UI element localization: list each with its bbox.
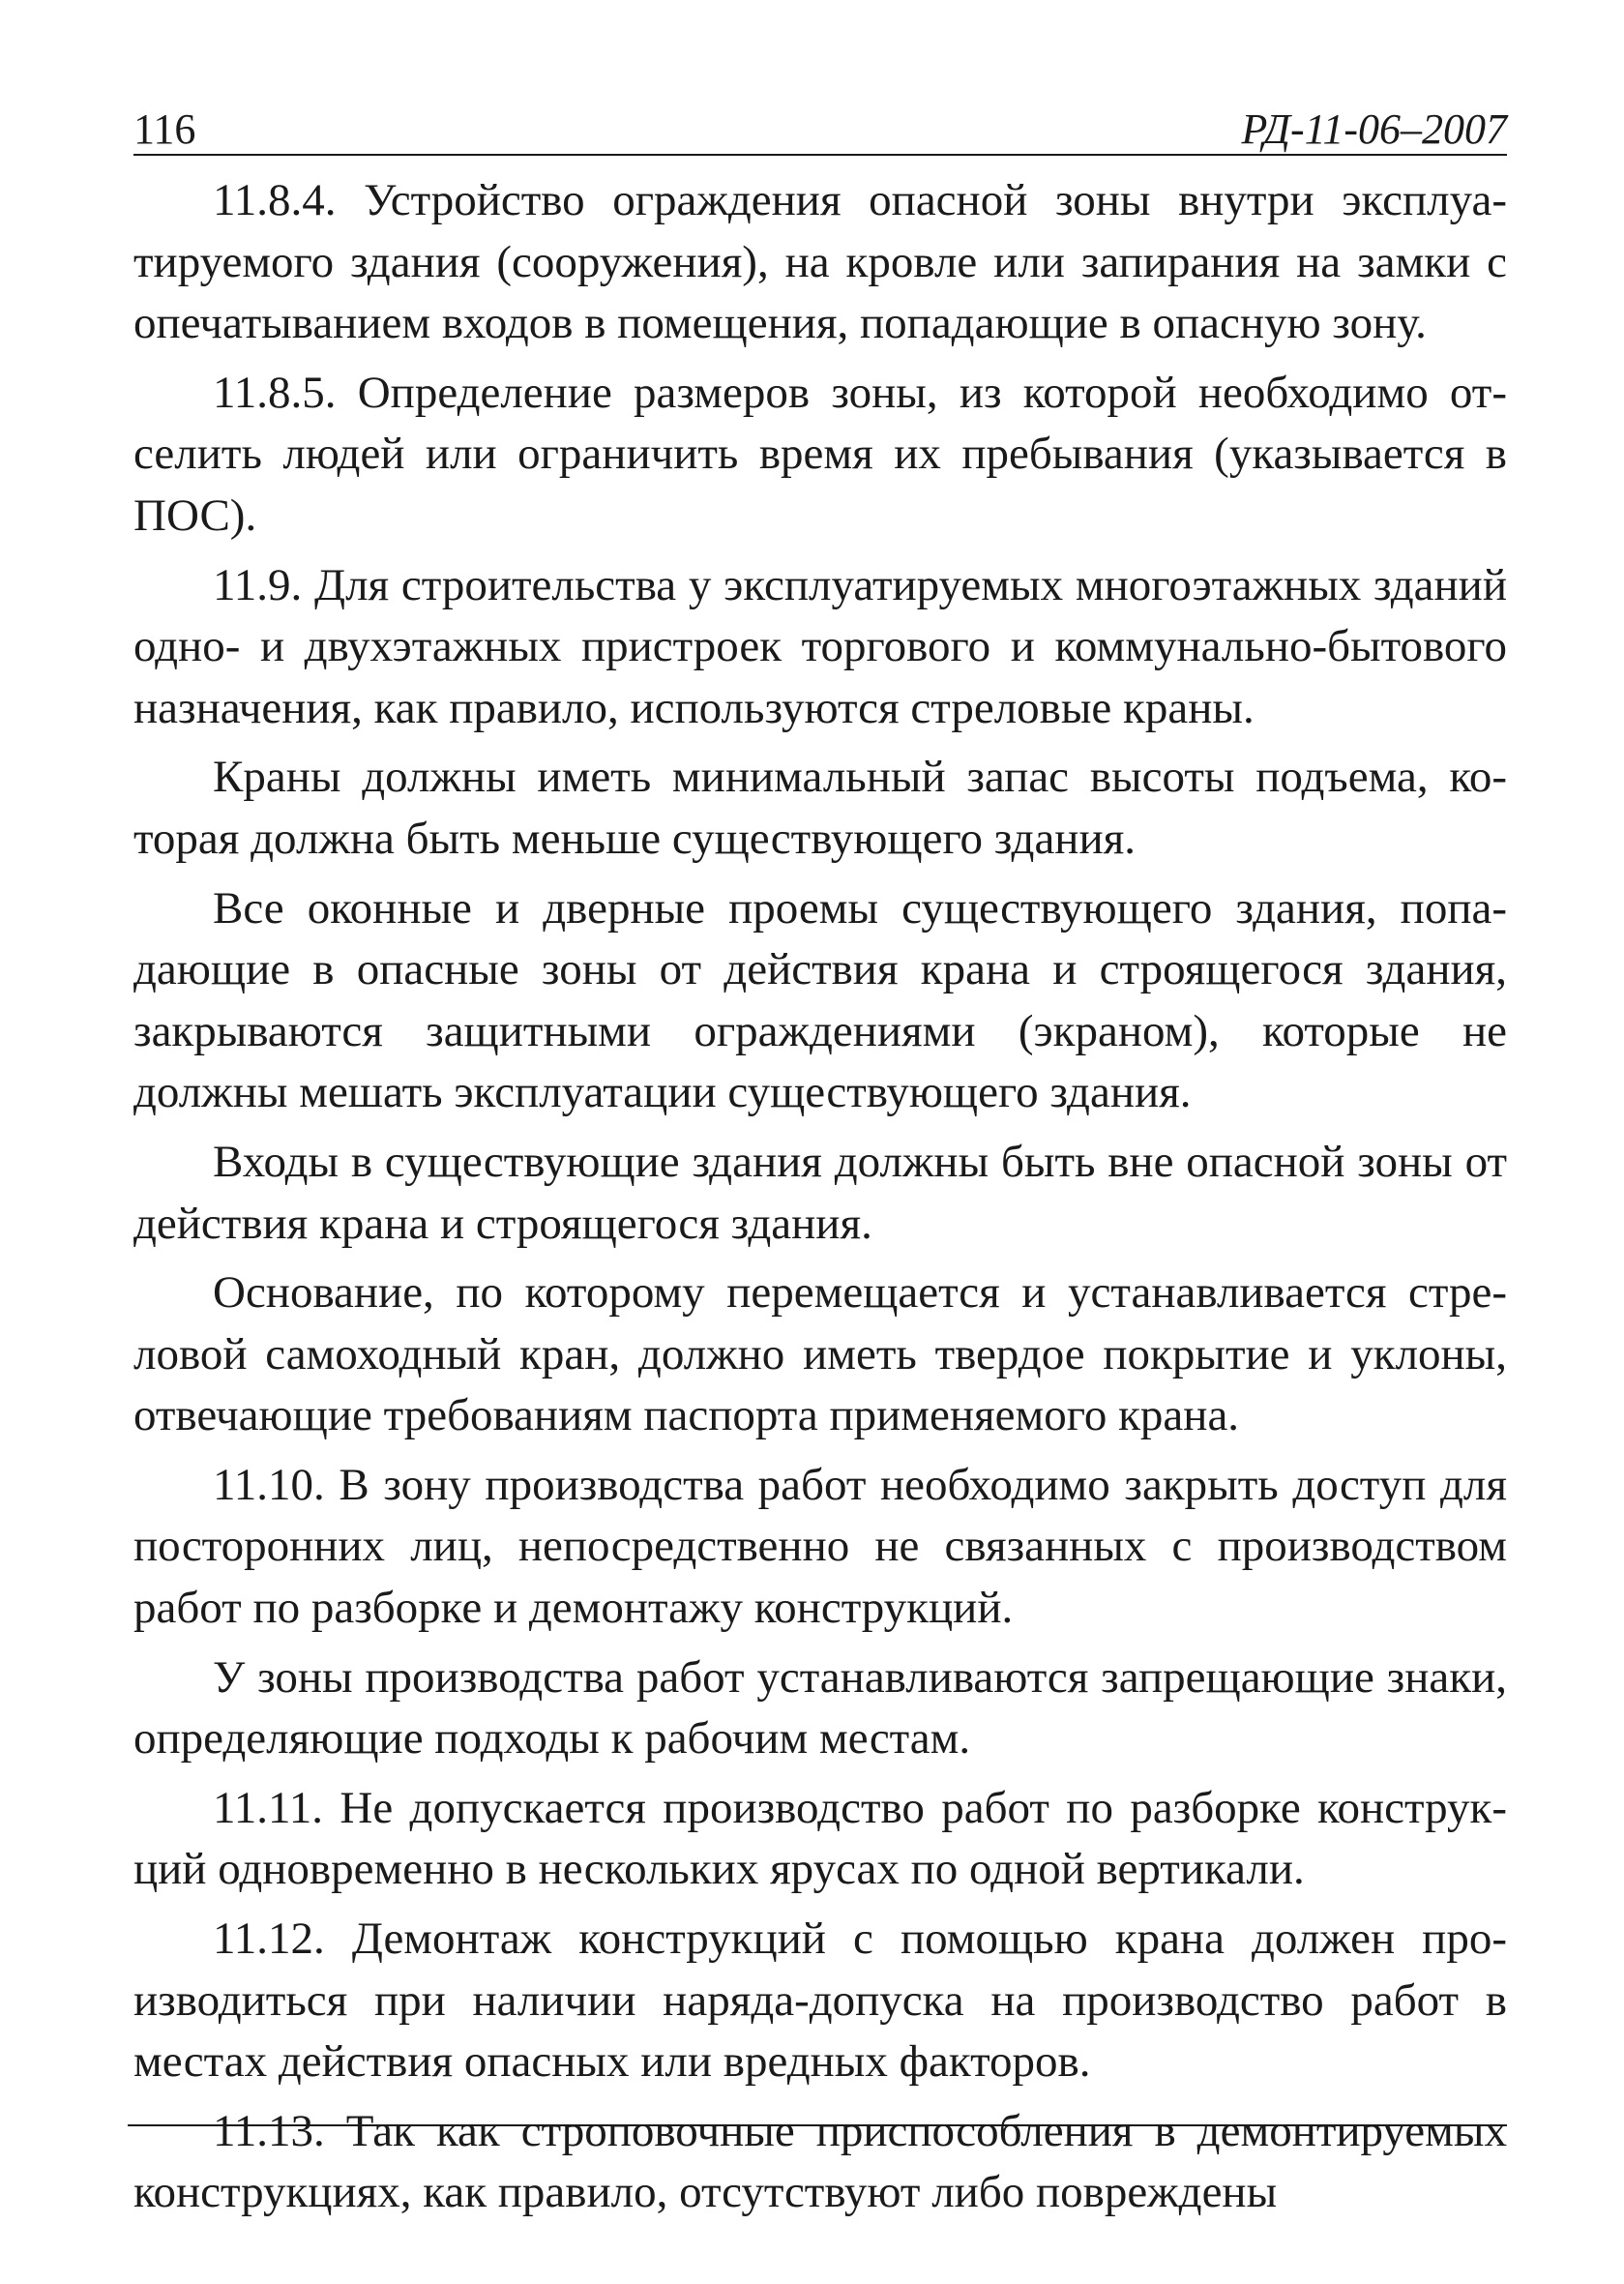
body-text bbox=[133, 170, 1507, 2224]
paragraph-11-13: 11.13. Так как строповочные приспособления в демонтируемых конструкциях, как правило, отсутствуют либо повреждены bbox=[133, 2105, 1507, 2218]
page-header bbox=[133, 104, 1507, 155]
paragraph-signs: У зоны производства работ устанавливаются запрещающие знаки, определяющие подходы к рабочим местам. bbox=[133, 1651, 1507, 1765]
paragraph-11-10: 11.10. В зону производства работ необходимо закрыть доступ для посторонних лиц, непосредственно не связанных с производством работ по разборке и демонтажу конструкций. bbox=[133, 1459, 1507, 1634]
paragraph-entrances: Входы в существующие здания должны быть вне опасной зоны от действия крана и строящегося здания. bbox=[133, 1136, 1507, 1249]
paragraph-11-9: 11.9. Для строительства у эксплуатируемых многоэтажных зданий одно- и двухэтажных пристроек торгового и коммунально-бытового назначения, как правило, используются стреловые краны. bbox=[133, 559, 1507, 733]
paragraph-11-12: 11.12. Демонтаж конструкций с помощью крана должен производиться при наличии наряда-допуска на производство работ в местах действия опасных или вредных факторов. bbox=[133, 1913, 1507, 2088]
document-code: РД-11-06–2007 bbox=[1241, 105, 1507, 153]
paragraph-crane-base: Основание, по которому перемещается и устанавливается стреловой самоходный кран, должно иметь твердое покрытие и уклоны, отвечающие требованиям паспорта применяемого крана. bbox=[133, 1267, 1507, 1441]
footer-rule bbox=[128, 2124, 1507, 2126]
paragraph-11-8-4: 11.8.4. Устройство ограждения опасной зоны внутри эксплуатируемого здания (сооружения), на кровле или запирания на замки с опечатыванием входов в помещения, попадающие в опасную зону. bbox=[133, 175, 1507, 349]
page-number: 116 bbox=[133, 105, 196, 153]
paragraph-11-11: 11.11. Не допускается производство работ по разборке конструкций одновременно в нескольких ярусах по одной вертикали. bbox=[133, 1782, 1507, 1895]
paragraph-openings: Все оконные и дверные проемы существующего здания, попадающие в опасные зоны от действия крана и строящегося здания, закрываются защитными ограждениями (экраном), которые не должны мешать эксплуатации существующего здания. bbox=[133, 882, 1507, 1118]
paragraph-11-8-5: 11.8.5. Определение размеров зоны, из которой необходимо отселить людей или ограничить время их пребывания (указывается в ПОС). bbox=[133, 367, 1507, 541]
header-rule bbox=[133, 154, 1507, 156]
paragraph-crane-height: Краны должны иметь минимальный запас высоты подъема, которая должна быть меньше существующего здания. bbox=[133, 752, 1507, 864]
